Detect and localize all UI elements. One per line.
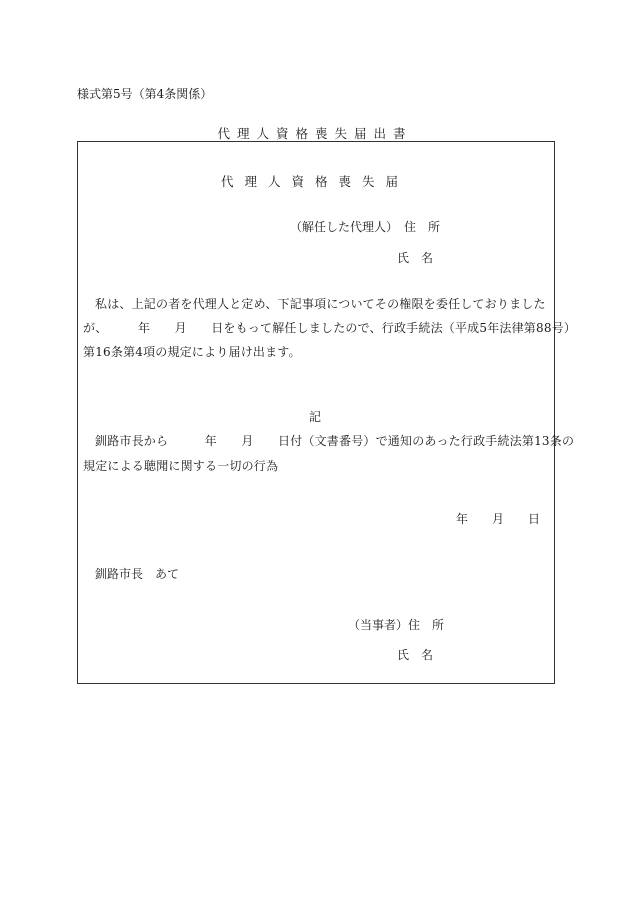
- body-text-line: が、 年 月 日をもって解任しましたので、行政手続法（平成5年法律第88号）: [83, 321, 577, 335]
- record-heading: 記: [309, 410, 322, 424]
- addressee: 釧路市長 あて: [95, 567, 180, 581]
- party-address-label: （当事者）住 所: [348, 618, 445, 632]
- record-text-line: 釧路市長から 年 月 日付（文書番号）で通知のあった行政手続法第13条の: [95, 434, 575, 448]
- party-name-label: 氏 名: [397, 648, 434, 662]
- body-text-line: 私は、上記の者を代理人と定め、下記事項についてその権限を委任しておりました: [95, 297, 546, 311]
- body-text-line: 第16条第4項の規定により届け出ます。: [83, 345, 301, 359]
- form-title: 代理人資格喪失届: [220, 174, 409, 189]
- date-field-label: 年 月 日: [456, 512, 541, 526]
- record-text-line: 規定による聴聞に関する一切の行為: [83, 459, 279, 473]
- revoked-agent-name-label: 氏 名: [397, 251, 434, 265]
- form-number-label: 様式第5号（第4条関係）: [77, 87, 213, 101]
- revoked-agent-address-label: （解任した代理人） 住 所: [290, 220, 441, 234]
- page-heading: 代理人資格喪失届出書: [217, 126, 413, 141]
